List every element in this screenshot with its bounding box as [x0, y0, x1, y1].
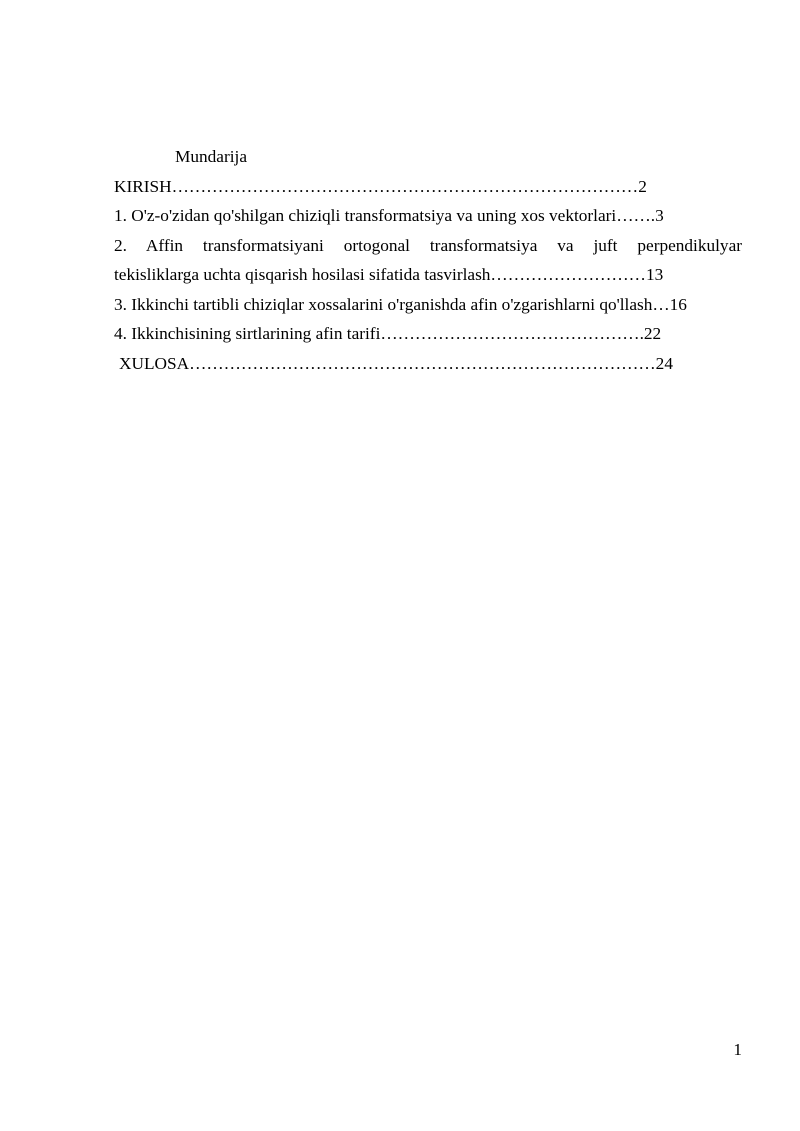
toc-entry-conclusion: XULOSA………………………………………………………………………24	[119, 353, 673, 373]
toc-entry-3: 3. Ikkinchi tartibli chiziqlar xossalarini o'rganishda afin o'zgarishlarni qo'llash…16	[114, 294, 687, 314]
toc-entry-4: 4. Ikkinchisining sirtlarining afin tarifi……………………………………….22	[114, 324, 662, 343]
toc-entry-2-line-1: 2. Affin transformatsiyani ortogonal transformatsiya va juft perpendikulyar	[114, 235, 742, 255]
table-of-contents	[114, 142, 742, 378]
toc-entry-introduction: KIRISH………………………………………………………………………2	[114, 176, 647, 196]
toc-entry-1: 1. O'z-o'zidan qo'shilgan chiziqli transformatsiya va uning xos vektorlari…….3	[114, 206, 664, 225]
toc-entry-2-line-2: tekisliklarga uchta qisqarish hosilasi sifatida tasvirlash………………………13	[114, 265, 664, 284]
toc-title: Mundarija	[175, 147, 247, 166]
page-number: 1	[733, 1040, 742, 1059]
